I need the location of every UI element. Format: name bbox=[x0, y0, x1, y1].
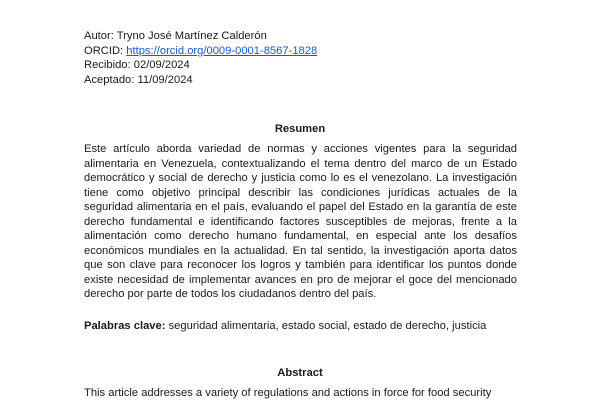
accepted-date: Aceptado: 11/09/2024 bbox=[84, 73, 193, 86]
resumen-heading: Resumen bbox=[274, 123, 326, 135]
orcid-line bbox=[84, 44, 317, 59]
article-metadata bbox=[84, 29, 317, 87]
keywords-label: Palabras clave: bbox=[84, 320, 166, 332]
abstract-first-line: This article addresses a variety of regulations and actions in force for food security bbox=[84, 387, 492, 399]
abstract-heading: Abstract bbox=[277, 367, 323, 379]
resumen-body: Este artículo aborda variedad de normas y acciones vigentes para la seguridad alimentaria en Venezuela, contextualizando el tema dentro del marco de un Estado democrático y social de derecho y justicia como lo es el venezolano. La investigación tiene como objetivo principal describir las condiciones jurídicas actuales de la seguridad alimentaria en el país, evaluando el papel del Estado en la garantía de este derecho fundamental e identificando factores susceptibles de mejoras, frente a la alimentación como derecho humano fundamental, en especial ante los desafíos económicos mundiales en la actualidad. En tal sentido, la investigación aporta datos que son clave para reconocer los logros y también para identificar los puntos donde existe necesidad de implementar avances en pro de mejorar el goce del mencionado derecho por parte de todos los ciudadanos dentro del país. bbox=[84, 143, 517, 301]
orcid-link[interactable]: https://orcid.org/0009-0001-8567-1828 bbox=[126, 44, 318, 57]
author-line: Autor: Tryno José Martínez Calderón bbox=[84, 30, 267, 42]
keywords-line bbox=[84, 319, 486, 334]
orcid-label: ORCID: bbox=[84, 44, 127, 57]
keywords-text: seguridad alimentaria, estado social, estado de derecho, justicia bbox=[165, 320, 487, 332]
received-date: Recibido: 02/09/2024 bbox=[84, 59, 190, 72]
